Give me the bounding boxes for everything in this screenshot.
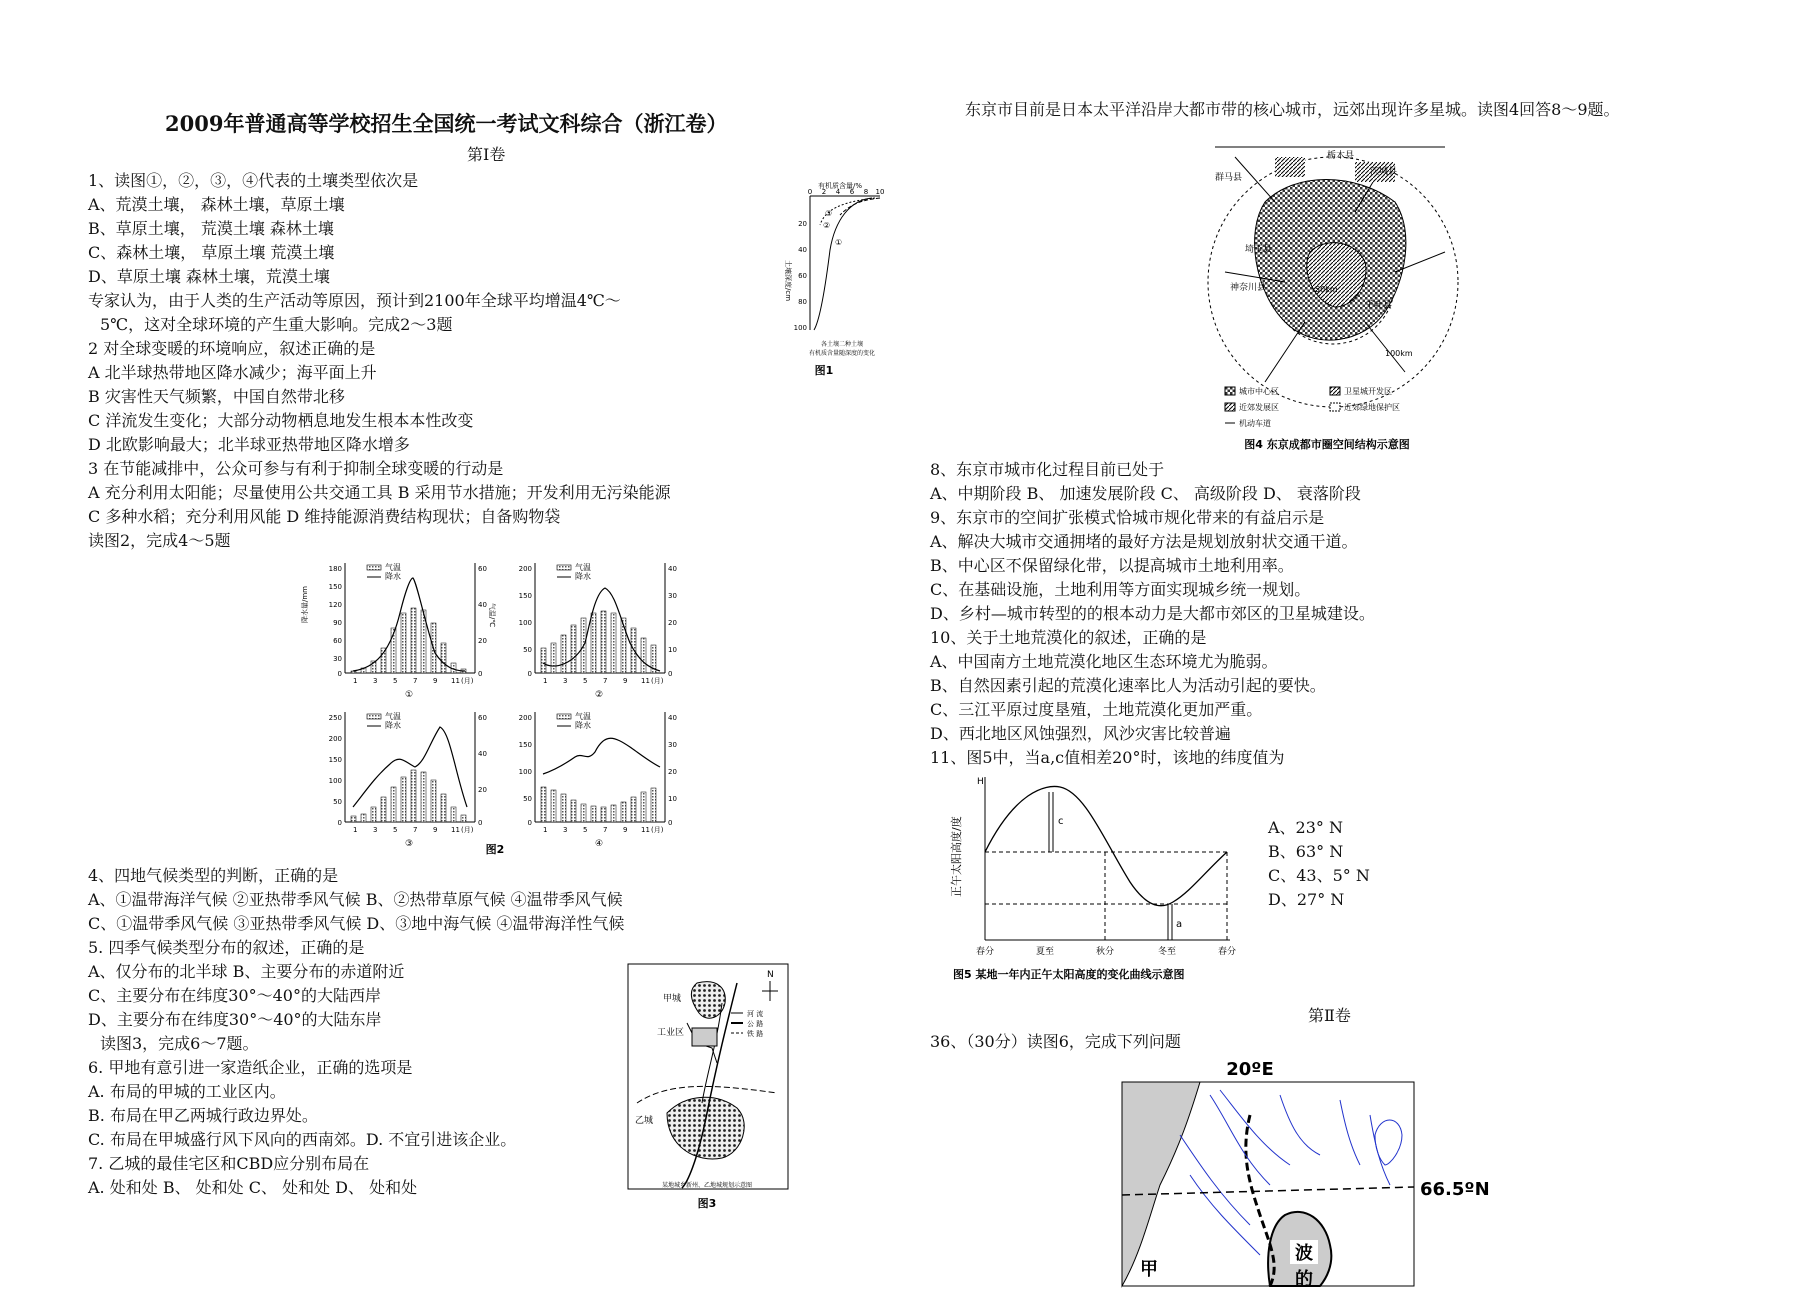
fig2-month: (月) (651, 677, 664, 685)
fig1-xtick: 8 (863, 188, 869, 196)
left2-line-3: 5. 四季气候类型分布的叙述，正确的是 (88, 938, 365, 957)
fig2-ytick-r: 40 (478, 750, 487, 758)
fig2-ytick: 150 (518, 592, 532, 600)
fig1-ylabel: 土壤深度/cm (784, 260, 792, 302)
fig2-panel-3 (329, 711, 487, 849)
right-line-10: B、自然因素引起的荒漠化速率比人为活动引起的要快。 (930, 676, 1326, 695)
fig6-latitude: 66.5ºN (1420, 1179, 1490, 1200)
fig2-legend-temp: 气温 (575, 563, 591, 572)
fig2-ytick-r: 20 (478, 786, 487, 794)
left2-line-1: A、①温带海洋气候 ②亚热带季风气候 B、②热带草原气候 ④温带季风气候 (88, 890, 623, 909)
right-line-0: 东京市目前是日本太平洋沿岸大都市带的核心城市，远郊出现许多星城。读图4回答8～9题。 (965, 100, 1620, 119)
left2-line-8: 6. 甲地有意引进一家造纸企业，正确的选项是 (88, 1058, 413, 1077)
fig5-xtick: 夏至 (1035, 947, 1055, 957)
fig1-bottom-label: 有机质含量随深度的变化 (808, 350, 876, 357)
fig1-bottom-label: 各土壤二种土壤 (820, 341, 864, 348)
fig2-ytick: 250 (328, 714, 342, 722)
fig6-label-bo: 波 (1295, 1243, 1313, 1264)
fig2-ylabel-right: 气温/℃ (488, 603, 496, 628)
fig2-ytick-r: 30 (668, 741, 677, 749)
fig2-legend-temp: 气温 (385, 712, 401, 721)
fig4-legend: 机动车道 (1239, 419, 1271, 428)
fig2-ytick-r: 40 (668, 714, 677, 722)
fig3-legend: 河 流 (747, 1010, 764, 1018)
fig3-legend: 公 路 (747, 1020, 764, 1028)
figure-1 (780, 180, 890, 380)
fig2-ytick-r: 40 (478, 601, 487, 609)
fig2-panel-4 (519, 711, 677, 849)
left-line-6: 5℃，这对全球环境的产生重大影响。完成2～3题 (100, 315, 453, 334)
fig2-legend-temp: 气温 (385, 563, 401, 572)
q11-option-c: C、43、5° N (1268, 866, 1370, 885)
fig2-ylabel-left: 降水量/mm (301, 586, 309, 623)
left-line-11: D 北欧影响最大；北半球亚热带地区降水增多 (88, 435, 410, 454)
fig1-ytick: 40 (798, 246, 807, 254)
left2-line-9: A. 布局的甲城的工业区内。 (88, 1082, 286, 1101)
fig2-legend-temp: 气温 (575, 712, 591, 721)
fig3-caption: 图3 (697, 1197, 717, 1210)
fig2-ytick-r: 30 (668, 592, 677, 600)
fig2-ytick: 0 (527, 819, 532, 827)
part2-heading: 第Ⅱ卷 (1308, 1006, 1351, 1025)
fig5-axis-h: H (977, 777, 984, 787)
fig4-label: 50km (1315, 285, 1338, 294)
fig2-ytick-r: 20 (478, 637, 487, 645)
fig2-panel-label: ② (595, 690, 604, 700)
figure-2 (301, 555, 685, 860)
fig2-ytick-r: 20 (668, 768, 677, 776)
right-line-1: 8、东京市城市化过程目前已处于 (930, 460, 1165, 479)
fig2-ytick: 0 (337, 819, 342, 827)
fig2-ytick-r: 0 (478, 670, 483, 678)
fig2-month: (月) (461, 826, 474, 834)
fig2-month: 7 (413, 677, 418, 685)
fig2-month: 11 (451, 677, 460, 685)
fig2-month: (月) (651, 826, 664, 834)
left-line-13: A 充分利用太阳能；尽量使用公共交通工具 B 采用节水措施；开发利用无污染能源 (88, 483, 671, 502)
fig2-month: 7 (603, 826, 608, 834)
fig2-ytick: 100 (518, 619, 532, 627)
fig4-legend: 城市中心区 (1239, 387, 1279, 396)
right-line-5: B、中心区不保留绿化带，以提高城市土地利用率。 (930, 556, 1294, 575)
right-line-13: 11、图5中，当a,c值相差20°时，该地的纬度值为 (930, 748, 1285, 767)
left-line-9: B 灾害性天气频繁，中国自然带北移 (88, 387, 345, 406)
fig1-xtick: 4 (835, 188, 841, 196)
left-line-10: C 洋流发生变化；大部分动物栖息地发生根本本性改变 (88, 411, 474, 430)
fig3-label: 甲城 (663, 994, 682, 1004)
q36-text: 36、（30分）读图6，完成下列问题 (930, 1032, 1181, 1051)
left-line-15: 读图2，完成4～5题 (88, 531, 231, 550)
right-line-11: C、三江平原过度垦殖，土地荒漠化更加严重。 (930, 700, 1263, 719)
fig6-label-de: 的 (1295, 1269, 1313, 1290)
left-line-14: C 多种水稻；充分利用风能 D 维持能源消费结构现状；自备购物袋 (88, 507, 561, 526)
fig1-curve-label: ③ (825, 209, 833, 218)
fig4-label: 千叶县 (1365, 301, 1393, 311)
left-line-5: 专家认为，由于人类的生产活动等原因，预计到2100年全球平均增温4℃～ (88, 291, 621, 310)
left-line-4: D、草原土壤 森林土壤，荒漠土壤 (88, 267, 330, 286)
fig2-month: 5 (393, 677, 398, 685)
fig5-mark-a: a (1176, 919, 1183, 930)
fig2-month: 1 (543, 677, 548, 685)
fig2-ytick: 200 (328, 735, 342, 743)
fig2-ytick: 30 (333, 655, 342, 663)
fig2-legend-prec: 降水 (575, 721, 591, 730)
fig2-panel-2 (519, 562, 677, 700)
fig3-north: N (767, 970, 774, 980)
fig2-panel-label: ③ (405, 839, 414, 849)
fig2-ytick: 0 (527, 670, 532, 678)
fig4-legend: 近郊绿地保护区 (1344, 403, 1400, 412)
fig2-month: 5 (583, 826, 588, 834)
fig2-month: 3 (373, 826, 378, 834)
fig2-month: 3 (563, 826, 568, 834)
left-line-8: A 北半球热带地区降水减少；海平面上升 (88, 363, 377, 382)
fig2-ytick-r: 60 (478, 565, 487, 573)
left2-line-5: C、主要分布在纬度30°～40°的大陆西岸 (88, 986, 381, 1005)
fig2-legend-prec: 降水 (575, 572, 591, 581)
left2-line-12: 7. 乙城的最佳宅区和CBD应分别布局在 (88, 1154, 370, 1173)
fig2-ytick: 200 (518, 565, 532, 573)
left-line-0: 1、读图①，②，③，④代表的土壤类型依次是 (88, 171, 419, 190)
fig2-ytick-r: 10 (668, 795, 677, 803)
left2-line-0: 4、四地气候类型的判断，正确的是 (88, 866, 339, 885)
fig2-ytick: 200 (518, 714, 532, 722)
fig2-month: 7 (413, 826, 418, 834)
fig1-curve-label: ② (823, 221, 831, 230)
fig2-month: 9 (433, 826, 438, 834)
fig4-label: 茨城县 (1370, 167, 1398, 177)
fig6-label-jia: 甲 (1140, 1259, 1158, 1280)
right-line-2: A、中期阶段 B、 加速发展阶段 C、 高级阶段 D、 衰落阶段 (930, 484, 1361, 503)
fig2-ytick-r: 0 (668, 819, 673, 827)
fig2-legend-prec: 降水 (385, 721, 401, 730)
fig2-month: 1 (543, 826, 548, 834)
fig2-month: 11 (451, 826, 460, 834)
fig5-mark-c: c (1058, 816, 1064, 827)
fig2-month: 9 (623, 677, 628, 685)
fig2-ytick: 50 (523, 646, 532, 654)
fig5-xtick: 冬至 (1157, 947, 1177, 957)
fig2-month: 11 (641, 826, 650, 834)
fig1-xtick: 0 (807, 188, 813, 196)
fig4-legend: 近郊发展区 (1239, 403, 1279, 412)
fig3-label: 乙城 (635, 1116, 654, 1126)
fig2-ytick-r: 10 (668, 646, 677, 654)
fig2-month: (月) (461, 677, 474, 685)
right-line-8: 10、关于土地荒漠化的叙述，正确的是 (930, 628, 1207, 647)
fig2-ytick: 50 (333, 798, 342, 806)
left2-line-10: B. 布局在甲乙两城行政边界处。 (88, 1106, 318, 1125)
fig4-label: 栃木县 (1327, 151, 1355, 161)
q11-option-b: B、63° N (1268, 842, 1344, 861)
q11-option-a: A、23° N (1268, 818, 1344, 837)
left2-line-6: D、主要分布在纬度30°～40°的大陆东岸 (88, 1010, 382, 1029)
right-line-9: A、中国南方土地荒漠化地区生态环境尤为脆弱。 (930, 652, 1278, 671)
left2-line-7: 读图3，完成6～7题。 (100, 1034, 259, 1053)
fig2-legend-prec: 降水 (385, 572, 401, 581)
fig2-ytick-r: 60 (478, 714, 487, 722)
fig2-ytick-r: 0 (668, 670, 673, 678)
fig2-ytick-r: 0 (478, 819, 483, 827)
fig4-label: 神奈川县 (1230, 283, 1267, 293)
figure-6 (1120, 1055, 1500, 1290)
page-title: 2009年普通高等学校招生全国统一考试文科综合（浙江卷） (165, 111, 728, 136)
fig1-xtick: 2 (821, 188, 827, 196)
fig3-sub: 某地城乡新州、乙地城规划示意图 (661, 1182, 753, 1189)
left-line-3: C、森林土壤， 草原土壤 荒漠土壤 (88, 243, 335, 262)
right-line-6: C、在基础设施，土地利用等方面实现城乡统一规划。 (930, 580, 1311, 599)
left-line-7: 2 对全球变暖的环境响应，叙述正确的是 (88, 339, 376, 358)
fig1-caption: 图1 (814, 364, 834, 377)
fig5-ylabel: 正午太阳高度/度 (950, 816, 963, 897)
fig2-month: 3 (563, 677, 568, 685)
fig1-top-label: 有机质含量/% (817, 182, 863, 190)
fig2-panel-label: ④ (595, 839, 604, 849)
right-line-4: A、解决大城市交通拥堵的最好方法是规划放射状交通干道。 (930, 532, 1358, 551)
fig2-ytick: 50 (523, 795, 532, 803)
fig3-label: 工业区 (657, 1028, 685, 1038)
left-line-2: B、草原土壤， 荒漠土壤 森林土壤 (88, 219, 334, 238)
fig5-caption: 图5 某地一年内正午太阳高度的变化曲线示意图 (953, 968, 1185, 981)
fig4-label: 埼玉县 (1245, 245, 1273, 255)
figure-5 (945, 772, 1245, 987)
left2-line-11: C. 布局在甲城盛行风下风向的西南郊。D. 不宜引进该企业。 (88, 1130, 517, 1149)
fig2-ytick-r: 40 (668, 565, 677, 573)
fig5-xtick: 春分 (975, 947, 995, 957)
fig1-xtick: 10 (875, 188, 885, 196)
fig2-ytick: 100 (518, 768, 532, 776)
fig4-caption: 图4 东京成都市圈空间结构示意图 (1244, 438, 1410, 451)
fig2-ytick: 150 (328, 756, 342, 764)
fig5-xtick: 春分 (1217, 947, 1237, 957)
fig4-label: 100km (1385, 349, 1413, 358)
right-line-7: D、乡村—城市转型的的根本动力是大都市郊区的卫星城建设。 (930, 604, 1375, 623)
fig2-ytick: 60 (333, 637, 342, 645)
left2-line-4: A、仅分布的北半球 B、主要分布的赤道附近 (88, 962, 405, 981)
left2-line-13: A. 处和处 B、 处和处 C、 处和处 D、 处和处 (88, 1178, 418, 1197)
fig2-ytick: 0 (337, 670, 342, 678)
figure-4 (1205, 122, 1450, 457)
fig2-month: 7 (603, 677, 608, 685)
fig2-month: 1 (353, 677, 358, 685)
fig4-legend: 卫星城开发区 (1344, 387, 1392, 396)
fig2-panel-label: ① (405, 690, 414, 700)
fig2-month: 9 (623, 826, 628, 834)
right-line-12: D、西北地区风蚀强烈，风沙灾害比较普遍 (930, 724, 1231, 743)
fig2-ytick: 150 (518, 741, 532, 749)
fig1-xtick: 6 (849, 188, 855, 196)
figure-3 (627, 963, 792, 1213)
fig4-label: 群马县 (1215, 173, 1243, 183)
fig2-month: 1 (353, 826, 358, 834)
fig2-ytick: 180 (328, 565, 342, 573)
left2-line-2: C、①温带季风气候 ③亚热带季风气候 D、③地中海气候 ④温带海洋性气候 (88, 914, 625, 933)
fig6-longitude: 20ºE (1226, 1059, 1274, 1080)
fig2-ytick: 90 (333, 619, 342, 627)
fig1-ytick: 20 (798, 220, 807, 228)
fig2-month: 9 (433, 677, 438, 685)
right-line-3: 9、东京市的空间扩张模式恰城市规化带来的有益启示是 (930, 508, 1325, 527)
q11-option-d: D、27° N (1268, 890, 1345, 909)
fig2-month: 5 (583, 677, 588, 685)
fig1-curve-label: ① (835, 238, 843, 247)
left-line-12: 3 在节能减排中，公众可参与有利于抑制全球变暖的行动是 (88, 459, 504, 478)
part1-heading: 第Ⅰ卷 (467, 145, 506, 164)
fig2-panel-1 (300, 562, 497, 700)
fig1-ytick: 80 (798, 298, 807, 306)
fig2-month: 5 (393, 826, 398, 834)
fig2-caption: 图2 (485, 843, 505, 856)
fig2-ytick: 100 (328, 777, 342, 785)
fig2-ytick: 120 (328, 601, 342, 609)
fig1-ytick: 60 (798, 272, 807, 280)
fig2-ytick-r: 20 (668, 619, 677, 627)
fig5-xtick: 秋分 (1095, 947, 1115, 957)
fig1-ytick: 100 (793, 324, 807, 332)
fig3-legend: 铁 路 (747, 1030, 764, 1038)
fig2-month: 11 (641, 677, 650, 685)
fig2-month: 3 (373, 677, 378, 685)
fig2-ytick: 150 (328, 583, 342, 591)
left-line-1: A、荒漠土壤， 森林土壤，草原土壤 (88, 195, 345, 214)
